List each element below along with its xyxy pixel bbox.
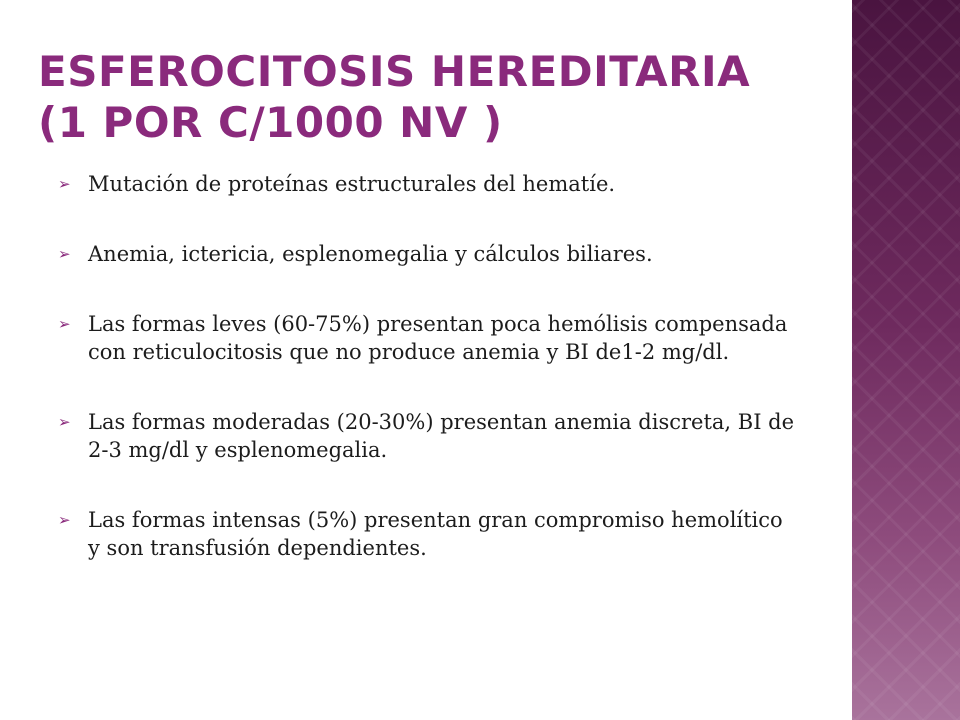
slide-title-line-1: ESFEROCITOSIS HEREDITARIA — [38, 47, 751, 96]
arrow-bullet-icon: ➢ — [58, 175, 71, 193]
bullet-item — [56, 310, 796, 366]
bullet-item — [56, 170, 796, 198]
bullet-text: Anemia, ictericia, esplenomegalia y cálculos biliares. — [88, 242, 653, 266]
bullet-text: Mutación de proteínas estructurales del hematíe. — [88, 172, 616, 196]
bullet-text: Las formas intensas (5%) presentan gran compromiso hemolítico y son transfusión dependientes. — [88, 508, 783, 560]
bullet-text: Las formas moderadas (20-30%) presentan anemia discreta, BI de 2-3 mg/dl y esplenomegalia. — [88, 410, 795, 462]
decorative-side-panel — [852, 0, 960, 720]
arrow-bullet-icon: ➢ — [58, 511, 71, 529]
bullet-text: Las formas leves (60-75%) presentan poca hemólisis compensada con reticulocitosis que no produce anemia y BI de1-2 mg/dl. — [88, 312, 788, 364]
arrow-bullet-icon: ➢ — [58, 315, 71, 333]
arrow-bullet-icon: ➢ — [58, 245, 71, 263]
bullet-item — [56, 408, 796, 464]
arrow-bullet-icon: ➢ — [58, 413, 71, 431]
bullet-list — [56, 170, 796, 562]
bullet-item — [56, 506, 796, 562]
slide-title — [38, 46, 838, 148]
slide-title-line-2: (1 POR C/1000 NV ) — [38, 98, 503, 147]
bullet-item — [56, 240, 796, 268]
